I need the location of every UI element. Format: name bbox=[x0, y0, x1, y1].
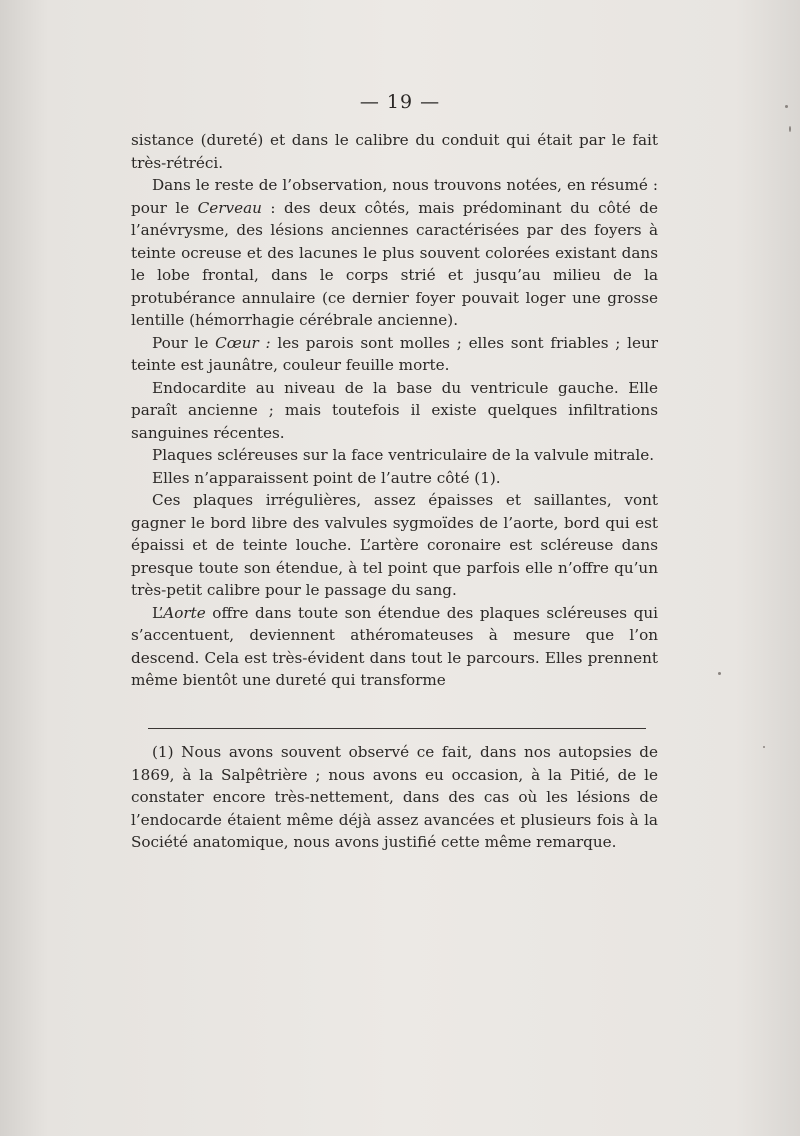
text-run: L’ bbox=[152, 603, 164, 622]
paragraph bbox=[131, 129, 658, 174]
text-run: Plaques scléreuses sur la face ventriculaire de la valvule mitrale. bbox=[152, 446, 655, 464]
footnote-separator bbox=[148, 728, 646, 729]
text-run: sistance (dureté) et dans le calibre du conduit qui était par le fait très-rétréci. bbox=[131, 131, 658, 172]
italic-term: Cœur : bbox=[215, 333, 271, 352]
paragraph bbox=[131, 467, 658, 490]
text-run: Pour le bbox=[152, 333, 216, 352]
paragraph bbox=[131, 174, 658, 332]
text-run: Dans le reste de l’observation, nous trouvons notées, en résumé : pour le bbox=[131, 176, 658, 217]
italic-term: Cerveau bbox=[197, 198, 262, 217]
paragraph bbox=[131, 444, 658, 467]
text-run: Ces plaques irrégulières, assez épaisses et saillantes, vont gagner le bord libre des valvules sygmoïdes de l’aorte, bord qui est épaissi et de teinte louche. L’artère coronaire est scléreuse dans presque toute son étendue, à tel point que parfois elle n’offre qu’un très-petit calibre pour le passage du sang. bbox=[131, 491, 658, 599]
italic-term: Aorte bbox=[163, 603, 206, 622]
footnote-text: (1) Nous avons souvent observé ce fait, dans nos autopsies de 1869, à la Salpêtrière ; nous avons eu occasion, à la Pitié, de le constater encore très-nettement, dans des cas où les lésions de l’endocarde étaient même déjà assez avancées et plusieurs fois à la Société anatomique, nous avons justifié cette même remarque. bbox=[131, 743, 658, 851]
text-run: : des deux côtés, mais prédominant du côté de l’anévrysme, des lésions anciennes caractérisées par des foyers à teinte ocreuse et des lacunes le plus souvent colorées existant dans le lobe frontal, dans le corps strié et jusqu’au milieu de la protubérance annulaire (ce dernier foyer pouvait loger une grosse lentille (hémorrhagie cérébrale ancienne). bbox=[131, 198, 658, 329]
paper-speck bbox=[785, 105, 788, 108]
footnote bbox=[131, 741, 658, 854]
paragraph bbox=[131, 332, 658, 377]
paragraph bbox=[131, 377, 658, 445]
text-run: Endocardite au niveau de la base du ventricule gauche. Elle paraît ancienne ; mais toutefois il existe quelques infiltrations sanguines récentes. bbox=[131, 378, 658, 442]
text-run: Elles n’apparaissent point de l’autre côté (1). bbox=[152, 468, 501, 487]
paper-speck bbox=[718, 672, 721, 675]
page-number: — 19 — bbox=[359, 91, 441, 113]
paper-speck bbox=[763, 746, 765, 748]
text-run: offre dans toute son étendue des plaques scléreuses qui s’accentuent, deviennent athéromateuses à mesure que l’on descend. Cela est très-évident dans tout le parcours. Elles prennent même bientôt une dureté qui transforme bbox=[131, 603, 658, 689]
text-run: les parois sont molles ; elles sont friables ; leur teinte est jaunâtre, couleur feuille morte. bbox=[131, 333, 658, 374]
paragraph bbox=[131, 602, 658, 692]
paper-speck bbox=[789, 126, 791, 132]
main-text bbox=[131, 129, 658, 692]
paragraph bbox=[131, 489, 658, 602]
